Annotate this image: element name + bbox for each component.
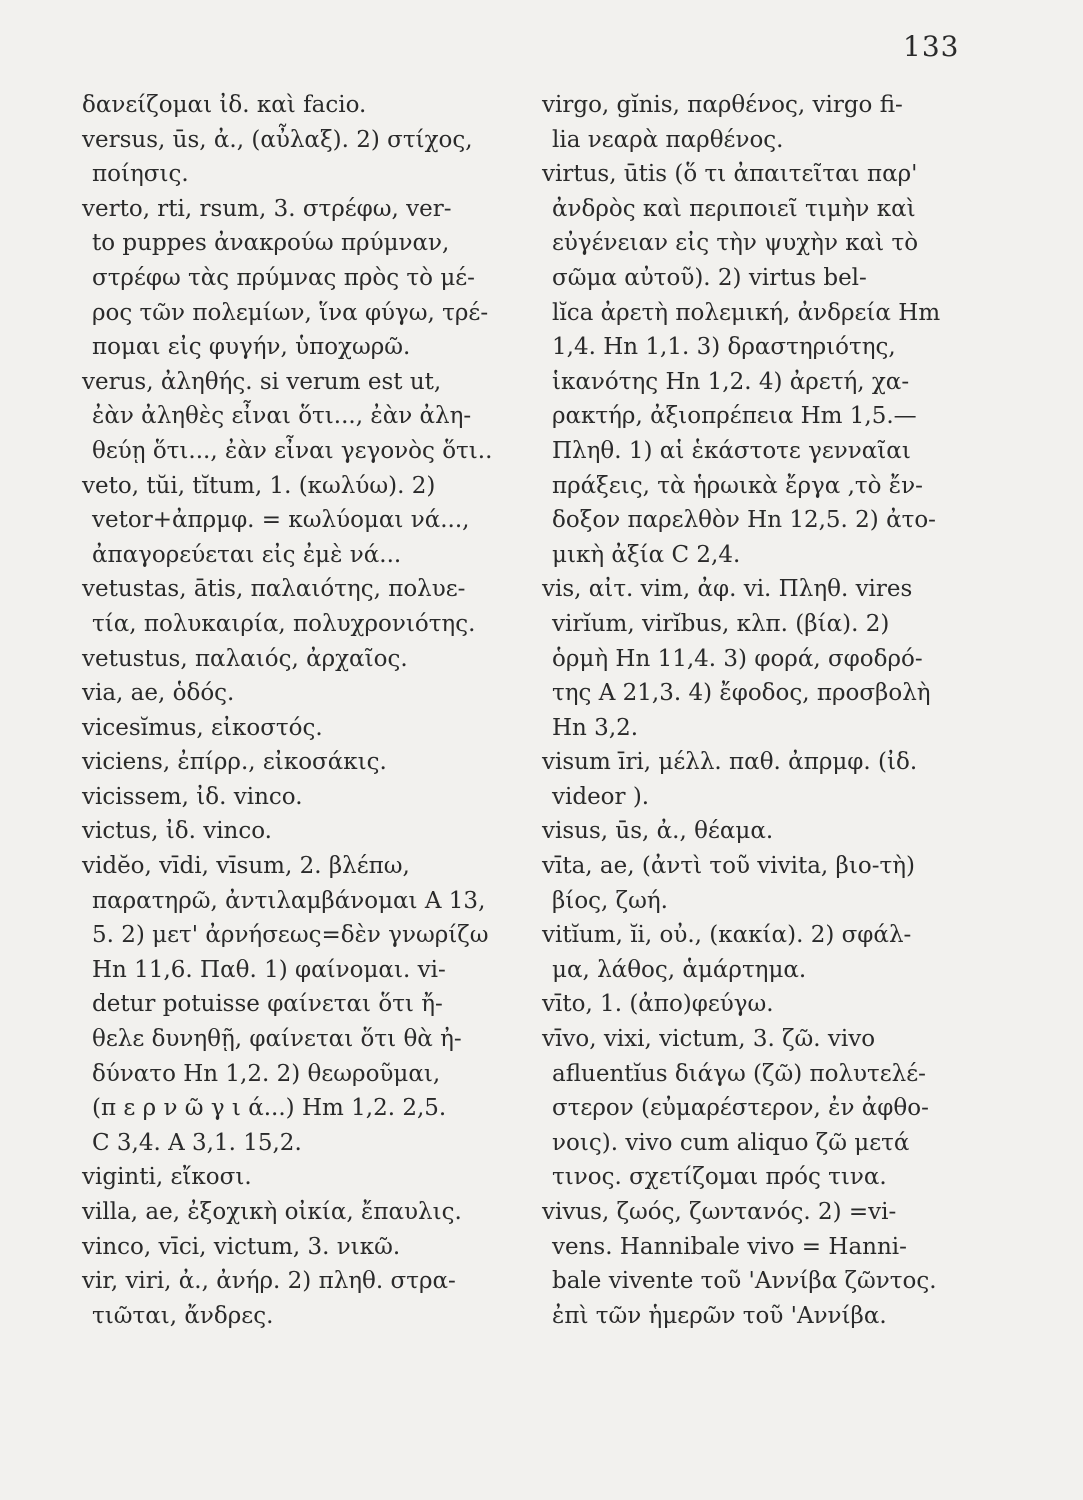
left-column-line: detur potuisse φαίνεται ὅτι ἤ- — [92, 991, 443, 1018]
left-column-line: πομαι εἰς φυγήν, ὑποχωρῶ. — [92, 334, 411, 361]
right-column-line: virĭum, virĭbus, κλπ. (βία). 2) — [552, 610, 890, 637]
right-column-line: ὁρμὴ Hn 11,4. 3) φορά, σφοδρό- — [552, 645, 923, 672]
right-column-line: νοις). vivo cum aliquo ζῶ μετά — [552, 1129, 910, 1156]
right-column-line: στερον (εὐμαρέστερον, ἐν ἀφθο- — [552, 1095, 929, 1122]
left-column — [82, 88, 522, 1333]
right-column-line: virtus, ūtis (ὅ τι ἀπαιτεῖται παρ' — [542, 161, 918, 188]
left-column-line: τιῶται, ἄνδρες. — [92, 1302, 274, 1329]
right-column-line: μικὴ ἀξία C 2,4. — [552, 541, 741, 568]
left-column-line: vetustas, ātis, παλαιότης, πολυε- — [82, 576, 466, 603]
right-column-line: lia νεαρὰ παρθένος. — [552, 126, 784, 153]
right-column-line: τινος. σχετίζομαι πρός τινα. — [552, 1164, 887, 1191]
right-column-line: visus, ūs, ἀ., θέαμα. — [542, 818, 774, 845]
page-number: 133 — [903, 30, 960, 63]
right-column-line: vivus, ζωός, ζωντανός. 2) =vi- — [542, 1199, 897, 1225]
right-column-line: Πληθ. 1) αἱ ἑκάστοτε γενναῖαι — [552, 437, 911, 464]
left-column-line: vicesĭmus, εἰκοστός. — [82, 714, 323, 741]
right-column-line: vīvo, vixi, victum, 3. ζῶ. vivo — [542, 1026, 876, 1053]
right-column-line: vīto, 1. (ἀπο)φεύγω. — [542, 991, 774, 1018]
left-column-line: vinco, vīci, victum, 3. νικῶ. — [82, 1233, 401, 1260]
right-column — [542, 88, 987, 1333]
left-column-line: villa, ae, ἐξοχικὴ οἰκία, ἔπαυλις. — [82, 1199, 462, 1225]
right-column-line: vens. Hannibale vivo = Hanni- — [552, 1233, 907, 1260]
right-column-line: εὐγένειαν εἰς τὴν ψυχὴν καὶ τὸ — [552, 230, 919, 257]
left-column-line: viginti, εἴκοσι. — [82, 1164, 252, 1191]
left-column-line: ρος τῶν πολεμίων, ἵνα φύγω, τρέ- — [92, 299, 489, 326]
left-column-line: στρέφω τὰς πρύμνας πρὸς τὸ μέ- — [92, 264, 475, 291]
right-column-line: σῶμα αὐτοῦ). 2) virtus bel- — [552, 264, 867, 291]
left-column-line: viciens, ἐπίρρ., εἰκοσάκις. — [82, 749, 387, 776]
left-column-line: vicissem, ἰδ. vinco. — [82, 783, 303, 810]
right-column-line: lĭca ἀρετὴ πολεμική, ἀνδρεία Hm — [552, 299, 941, 326]
right-column-line: virgo, gĭnis, παρθένος, virgo fi- — [542, 92, 903, 118]
right-column-line: μα, λάθος, ἁμάρτημα. — [552, 956, 807, 983]
left-column-line: θεύῃ ὅτι..., ἐὰν εἶναι γεγονὸς ὅτι.. — [92, 437, 493, 464]
left-column-line: C 3,4. A 3,1. 15,2. — [92, 1129, 302, 1156]
left-column-line: Hn 11,6. Παθ. 1) φαίνομαι. vi- — [92, 956, 446, 983]
left-column-line: ποίησις. — [92, 161, 189, 188]
right-column-line: πράξεις, τὰ ἡρωικὰ ἔργα ,τὸ ἔν- — [552, 472, 923, 499]
right-column-line: videor ). — [552, 783, 650, 810]
right-column-line: vitĭum, ĭi, οὐ., (κακία). 2) σφάλ- — [542, 922, 912, 949]
left-column-line: δύνατο Hn 1,2. 2) θεωροῦμαι, — [92, 1060, 441, 1087]
left-column-line: ἀπαγορεύεται εἰς ἐμὲ νά... — [92, 541, 402, 568]
right-column-line: vīta, ae, (ἀντὶ τοῦ vivita, βιο-τὴ) — [542, 853, 915, 880]
right-column-line: της A 21,3. 4) ἔφοδος, προσβολὴ — [552, 680, 931, 707]
left-column-line: veto, tŭi, tĭtum, 1. (κωλύω). 2) — [82, 472, 436, 499]
left-column-line: versus, ūs, ἀ., (αὖλαξ). 2) στίχος, — [82, 126, 473, 153]
left-column-line: δανείζομαι ἰδ. καὶ facio. — [82, 92, 367, 118]
left-column-line: 5. 2) μετ' ἀρνήσεως=δὲν γνωρίζω — [92, 922, 489, 949]
right-column-line: δοξον παρελθὸν Hn 12,5. 2) ἀτο- — [552, 507, 936, 534]
left-column-line: παρατηρῶ, ἀντιλαμβάνομαι A 13, — [92, 887, 486, 914]
left-column-line: verus, ἀληθής. si verum est ut, — [82, 368, 442, 395]
right-column-line: visum īri, μέλλ. παθ. ἀπρμφ. (ἰδ. — [542, 749, 918, 776]
left-column-line: vir, viri, ἀ., ἀνήρ. 2) πληθ. στρα- — [82, 1268, 456, 1295]
right-column-line: ἱκανότης Hn 1,2. 4) ἀρετή, χα- — [552, 368, 910, 395]
right-column-line: bale vivente τοῦ 'Αννίβα ζῶντος. — [552, 1268, 937, 1295]
left-column-line: vidĕo, vīdi, vīsum, 2. βλέπω, — [82, 853, 410, 880]
right-column-line: vis, αἰτ. vim, ἀφ. vi. Πληθ. vires — [542, 576, 913, 603]
right-column-line: Hn 3,2. — [552, 714, 639, 741]
right-column-line: afluentĭus διάγω (ζῶ) πολυτελέ- — [552, 1060, 926, 1087]
right-column-line: 1,4. Hn 1,1. 3) δραστηριότης, — [552, 334, 896, 361]
left-column-line: ἐὰν ἀληθὲς εἶναι ὅτι..., ἐὰν ἀλη- — [92, 403, 472, 430]
right-column-line: βίος, ζωή. — [552, 887, 668, 914]
left-column-line: to puppes ἀνακρούω πρύμναν, — [92, 230, 450, 257]
right-column-line: ἐπὶ τῶν ἡμερῶν τοῦ 'Αννίβα. — [552, 1302, 887, 1329]
right-column-line: ἀνδρὸς καὶ περιποιεῖ τιμὴν καὶ — [552, 195, 916, 222]
left-column-line: (π ε ρ ν ῶ γ ι ά...) Hm 1,2. 2,5. — [92, 1095, 447, 1122]
left-column-line: via, ae, ὁδός. — [82, 680, 235, 707]
left-column-line: vetustus, παλαιός, ἀρχαῖος. — [82, 645, 408, 672]
left-column-line: verto, rti, rsum, 3. στρέφω, ver- — [82, 195, 452, 222]
left-column-line: vetor+ἀπρμφ. = κωλύομαι νά..., — [92, 507, 470, 534]
left-column-line: victus, ἰδ. vinco. — [82, 818, 272, 845]
right-column-line: ρακτήρ, ἀξιοπρέπεια Hm 1,5.— — [552, 403, 917, 430]
left-column-line: τία, πολυκαιρία, πολυχρονιότης. — [92, 610, 476, 637]
left-column-line: θελε δυνηθῇ, φαίνεται ὅτι θὰ ἠ- — [92, 1026, 462, 1053]
